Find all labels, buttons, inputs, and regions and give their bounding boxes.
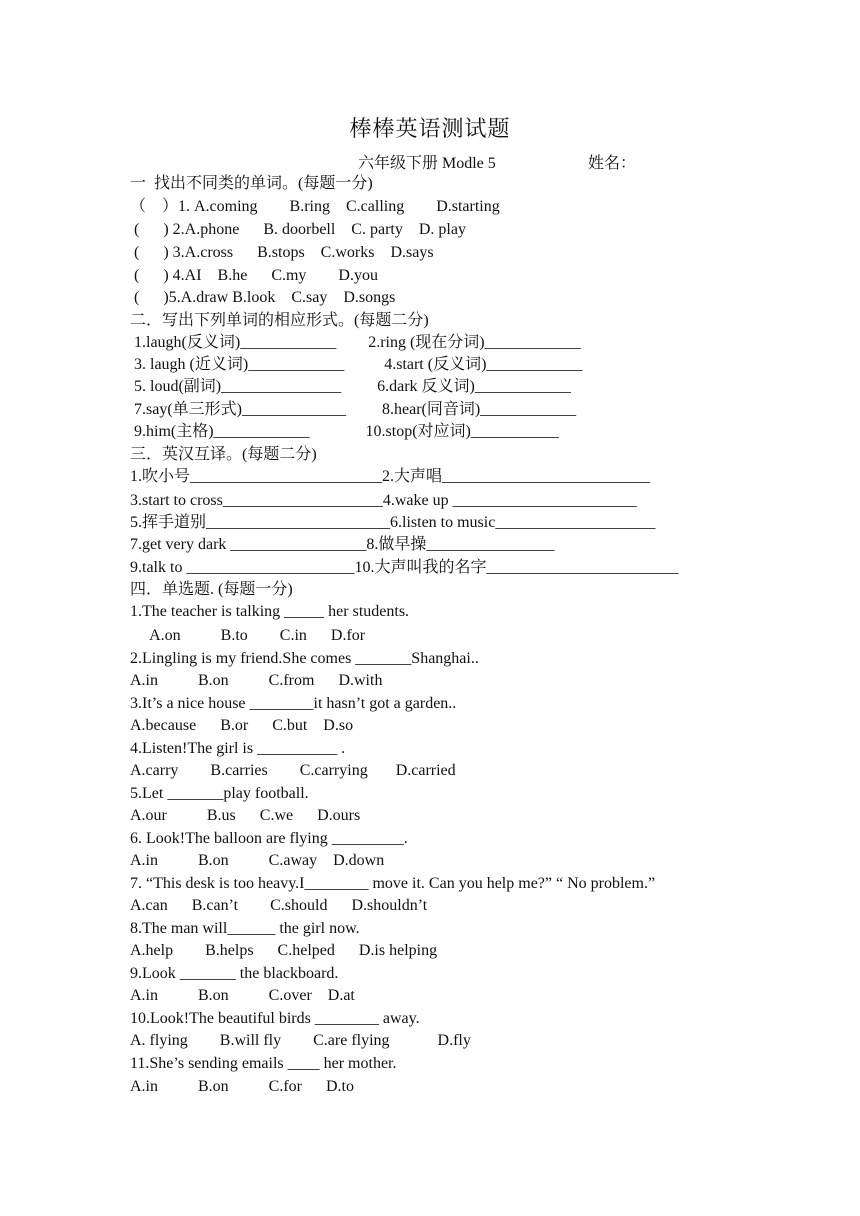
text-line: 10.Look!The beautiful birds ________ away. [130,1010,420,1027]
text-line: 3.start to cross____________________4.wake up _______________________ [130,492,637,509]
name-label: 姓名： [588,155,637,172]
text-line: 二．写出下列单词的相应形式。(每题二分) [130,312,429,329]
text-line: 三．英汉互译。(每题二分) [130,446,317,463]
text-line: ( ) 4.AI B.he C.my D.you [130,267,378,284]
text-line: A.in B.on C.from D.with [130,672,383,689]
text-line: 4.Listen!The girl is __________ . [130,740,346,757]
text-line: 9.talk to _____________________10.大声叫我的名字________________________ [130,559,679,576]
text-line: A.our B.us C.we D.ours [130,807,361,824]
text-line: 一 找出不同类的单词。(每题一分) [130,175,373,192]
text-line: 5.Let _______play football. [130,785,309,802]
text-line: 四．单选题. (每题一分) [130,581,293,598]
text-line: 11.She’s sending emails ____ her mother. [130,1055,397,1072]
text-line: （ ）1. A.coming B.ring C.calling D.starting [130,198,500,215]
text-line: 7. “This desk is too heavy.I________ move it. Can you help me?” “ No problem.” [130,875,656,892]
text-line: 6. Look!The balloon are flying _________. [130,830,408,847]
text-line: A.help B.helps C.helped D.is helping [130,942,438,959]
text-line: 3. laugh (近义词)____________ 4.start (反义词)____________ [130,356,583,373]
text-line: ( ) 2.A.phone B. doorbell C. party D. play [130,221,466,238]
text-line: A.in B.on C.away D.down [130,852,385,869]
text-line: A.can B.can’t C.should D.shouldn’t [130,897,428,914]
text-line: ( )5.A.draw B.look C.say D.songs [130,289,396,306]
text-line: A.in B.on C.for D.to [130,1078,354,1095]
text-line: 2.Lingling is my friend.She comes _______Shanghai.. [130,650,479,667]
text-line: A. flying B.will fly C.are flying D.fly [130,1032,471,1049]
text-line: 7.say(单三形式)_____________ 8.hear(同音词)____________ [130,401,577,418]
text-line: ( ) 3.A.cross B.stops C.works D.says [130,244,434,261]
text-line: 7.get very dark _________________8.做早操________________ [130,536,555,553]
page-title: 棒棒英语测试题 [349,116,511,141]
text-line: 9.him(主格)____________ 10.stop(对应词)___________ [130,423,559,440]
text-line: 1.吹小号________________________2.大声唱__________________________ [130,468,651,485]
text-line: A.carry B.carries C.carrying D.carried [130,762,456,779]
text-line: 5.挥手道别_______________________6.listen to music____________________ [130,514,656,531]
text-line: A.in B.on C.over D.at [130,987,355,1004]
text-line: 3.It’s a nice house ________it hasn’t got a garden.. [130,695,457,712]
text-line: A.because B.or C.but D.so [130,717,354,734]
text-line: 5. loud(副词)_______________ 6.dark 反义词)____________ [130,378,571,395]
text-line: A.on B.to C.in D.for [130,627,366,644]
page-subtitle: 六年级下册 Modle 5 [358,155,496,172]
text-line: 1.laugh(反义词)____________ 2.ring (现在分词)____________ [130,334,581,351]
text-line: 8.The man will______ the girl now. [130,920,360,937]
text-line: 9.Look _______ the blackboard. [130,965,339,982]
text-line: 1.The teacher is talking _____ her students. [130,603,410,620]
